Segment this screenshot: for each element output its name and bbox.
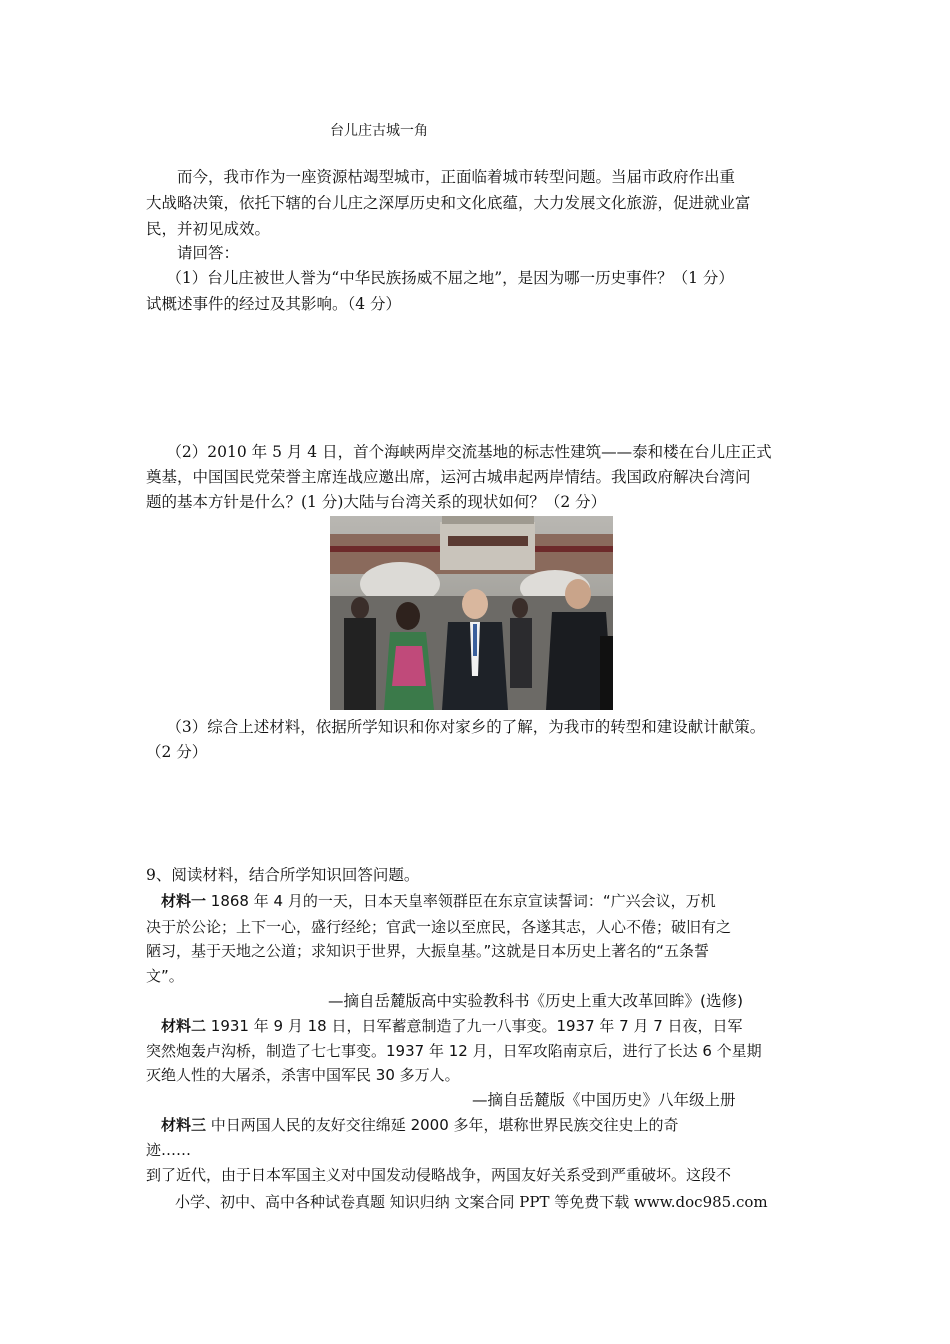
question-1: 试概述事件的经过及其影响。（4 分） xyxy=(146,295,402,313)
question-3: （3）综合上述材料，依据所学知识和你对家乡的了解，为我市的转型和建设献计献策。 xyxy=(146,718,766,736)
material-3-label: 材料三 xyxy=(161,1116,207,1134)
material-2-source: —摘自岳麓版《中国历史》八年级上册 xyxy=(472,1091,736,1109)
question-2: 奠基，中国国民党荣誉主席连战应邀出席，运河古城串起两岸情结。我国政府解决台湾问 xyxy=(146,468,751,486)
intro-line: 请回答： xyxy=(146,244,240,262)
intro-line: 民，并初见成效。 xyxy=(146,220,271,238)
material-2-line: 材料二 1931 年 9 月 18 日，日军蓄意制造了九一八事变。1937 年 7 月 7 日夜，日军 xyxy=(161,1017,743,1035)
material-1-source: —摘自岳麓版高中实验教科书《历史上重大改革回眸》(选修) xyxy=(328,992,744,1010)
material-1-line: 陋习，基于天地之公道；求知识于世界，大振皇基。”这就是日本历史上著名的“五条誓 xyxy=(146,942,710,960)
material-1-line: 材料一 1868 年 4 月的一天，日本天皇率领群臣在东京宣读誓词：“广兴会议，万机 xyxy=(161,892,716,910)
photo-lien-chan-visit xyxy=(330,516,613,710)
intro-line: 而今，我市作为一座资源枯竭型城市，正面临着城市转型问题。当届市政府作出重 xyxy=(146,168,736,186)
material-3-line: 材料三 中日两国人民的友好交往绵延 2000 多年，堪称世界民族交往史上的奇 xyxy=(161,1116,679,1134)
intro-line: 大战略决策，依托下辖的台儿庄之深厚历史和文化底蕴，大力发展文化旅游，促进就业富 xyxy=(146,194,751,212)
question-2: （2）2010 年 5 月 4 日，首个海峡两岸交流基地的标志性建筑——泰和楼在台儿庄正式 xyxy=(146,443,772,461)
caption: 台儿庄古城一角 xyxy=(330,123,428,139)
question-1: （1）台儿庄被世人誉为“中华民族扬威不屈之地”，是因为哪一历史事件？（1 分） xyxy=(146,269,734,287)
material-2-line: 突然炮轰卢沟桥，制造了七七事变。1937 年 12 月，日军攻陷南京后，进行了长达 6 个星期 xyxy=(146,1042,762,1060)
material-1-line: 决于於公论；上下一心，盛行经纶；官武一途以至庶民，各遂其志，人心不倦；破旧有之 xyxy=(146,918,732,936)
material-1-label: 材料一 xyxy=(161,892,207,910)
footer-ad: 小学、初中、高中各种试卷真题 知识归纳 文案合同 PPT 等免费下载 www.doc985.com xyxy=(175,1193,768,1211)
question-9-title: 9、阅读材料，结合所学知识回答问题。 xyxy=(146,866,420,884)
material-2-line: 灭绝人性的大屠杀，杀害中国军民 30 多万人。 xyxy=(146,1066,460,1084)
question-2: 题的基本方针是什么？(1 分)大陆与台湾关系的现状如何？（2 分） xyxy=(146,493,607,511)
question-3: （2 分） xyxy=(146,743,208,761)
material-1-line: 文”。 xyxy=(146,967,184,985)
material-3-line: 到了近代，由于日本军国主义对中国发动侵略战争，两国友好关系受到严重破坏。这段不 xyxy=(146,1166,732,1184)
material-2-label: 材料二 xyxy=(161,1017,207,1035)
material-3-line: 迹…… xyxy=(146,1141,192,1159)
